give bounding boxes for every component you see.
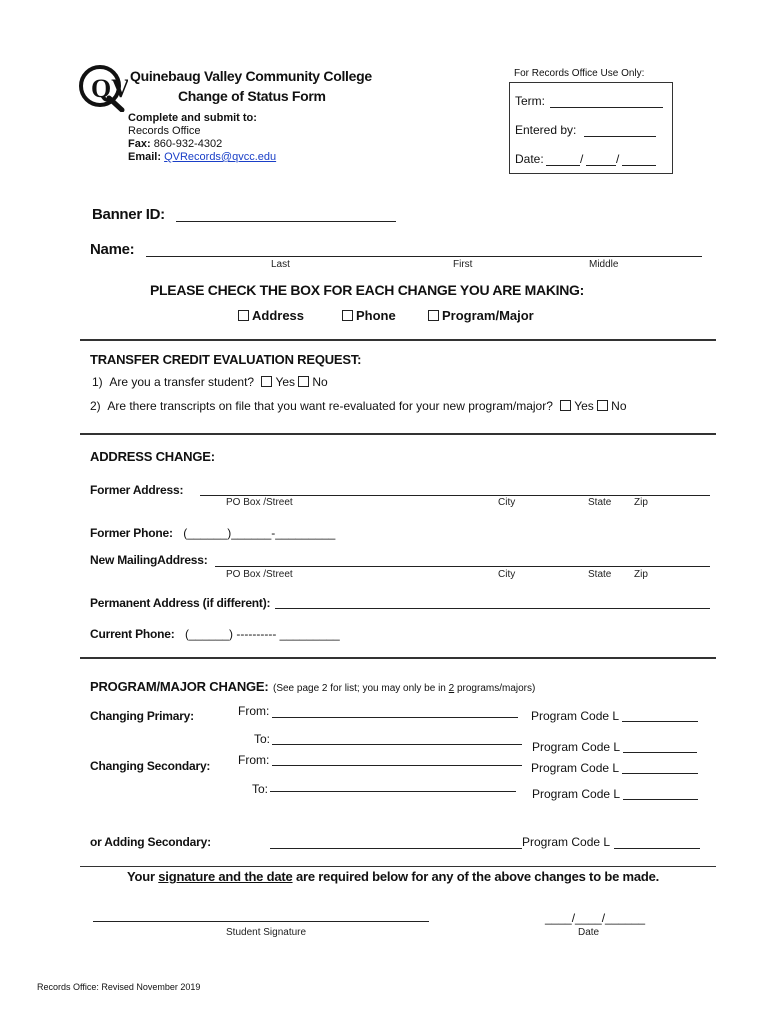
changing-secondary-label: Changing Secondary: [90,759,211,773]
term-label: Term: [515,94,545,108]
college-name: Quinebaug Valley Community College [130,68,372,84]
records-box-caption: For Records Office Use Only: [514,68,645,79]
secondary-from-code-field[interactable] [622,773,698,774]
entered-by-label: Entered by: [515,123,577,137]
divider [80,433,716,435]
program-heading: PROGRAM/MAJOR CHANGE: [90,679,269,694]
q2-number: 2) [90,399,101,413]
primary-to-label: To: [254,732,271,746]
program-note [273,683,535,694]
adding-secondary-code-label: Program Code L [522,835,611,849]
former-phone-row [90,524,335,542]
new-mailing-field[interactable] [215,566,710,567]
q2-no-label: No [611,399,627,413]
adding-secondary-field[interactable] [270,848,522,849]
secondary-to-field[interactable] [270,791,516,792]
option-program-label: Program/Major [442,308,534,323]
option-program[interactable] [428,308,534,323]
q1-yes-checkbox[interactable] [261,376,272,387]
sub-po-box: PO Box /Street [226,497,293,508]
q1-no-checkbox[interactable] [298,376,309,387]
name-field[interactable] [146,256,702,257]
form-title: Change of Status Form [178,88,326,104]
fax-label: Fax: [128,138,151,150]
primary-from-field[interactable] [272,717,518,718]
signature-notice-pre: Your [127,869,159,884]
sub-zip: Zip [634,569,648,580]
divider [80,339,716,341]
sub-city: City [498,497,516,508]
q1-text: Are you a transfer student? [109,375,255,389]
divider [80,866,716,867]
former-phone-label: Former Phone: [90,526,173,540]
submit-heading: Complete and submit to: [128,112,257,124]
secondary-from-code-label: Program Code L [531,761,620,775]
address-heading: ADDRESS CHANGE: [90,449,215,464]
adding-secondary-label: or Adding Secondary: [90,835,211,849]
email-link[interactable]: QVRecords@qvcc.edu [164,151,277,163]
primary-to-code-field[interactable] [623,752,697,753]
signature-notice [127,869,659,884]
former-address-label: Former Address: [90,483,184,497]
name-last-label: Last [271,259,290,270]
transfer-q2 [90,399,627,413]
secondary-to-label: To: [252,782,269,796]
primary-from-code-label: Program Code L [531,709,620,723]
option-phone[interactable] [342,308,396,323]
sub-zip: Zip [634,497,648,508]
records-office-text: Records Office [128,125,201,137]
signature-date-field[interactable]: ____/____/______ [545,911,646,925]
former-phone-field[interactable]: (______)______-_________ [183,526,336,540]
address-checkbox[interactable] [238,310,249,321]
college-logo [76,62,128,112]
program-note-pre: (See page 2 for list; you may only be in [272,683,449,694]
student-signature-label: Student Signature [226,927,307,938]
fax-line [128,138,222,150]
program-heading-row [90,678,535,696]
sub-state: State [588,497,612,508]
sub-city: City [498,569,516,580]
option-address[interactable] [238,308,304,323]
new-mailing-label: New MailingAddress: [90,553,208,567]
q2-no-checkbox[interactable] [597,400,608,411]
current-phone-field[interactable]: (______) ---------- _________ [185,627,340,641]
permanent-address-field[interactable] [275,608,710,609]
q2-yes-label: Yes [574,399,594,413]
q2-text: Are there transcripts on file that you want re-evaluated for your new program/major? [107,399,553,413]
secondary-from-label: From: [238,753,270,767]
current-phone-label: Current Phone: [90,627,175,641]
revision-footer: Records Office: Revised November 2019 [37,982,201,992]
transfer-heading: TRANSFER CREDIT EVALUATION REQUEST: [90,352,362,367]
name-middle-label: Middle [589,259,619,270]
banner-id-field[interactable] [176,221,396,222]
email-label: Email: [128,151,162,163]
q2-yes-checkbox[interactable] [560,400,571,411]
q1-no-label: No [312,375,328,389]
primary-to-field[interactable] [272,744,522,745]
check-box-heading: PLEASE CHECK THE BOX FOR EACH CHANGE YOU ARE MAKING: [150,282,584,298]
banner-id-label: Banner ID: [92,206,165,223]
primary-from-code-field[interactable] [622,721,698,722]
date-sep-1: / [580,152,584,166]
secondary-to-code-label: Program Code L [532,787,621,801]
qv-logo-icon [76,62,128,112]
sub-state: State [588,569,612,580]
signature-date-label: Date [578,927,600,938]
option-phone-label: Phone [356,308,396,323]
name-first-label: First [453,259,473,270]
primary-from-label: From: [238,704,270,718]
phone-checkbox[interactable] [342,310,353,321]
changing-primary-label: Changing Primary: [90,709,194,723]
student-signature-field[interactable] [93,921,429,922]
program-note-num: 2 [448,683,455,694]
option-address-label: Address [252,308,305,323]
name-label: Name: [90,241,135,258]
signature-notice-post: are required below for any of the above changes to be made. [292,869,660,884]
logo-letters: QV [91,74,128,103]
email-line [128,151,276,163]
former-address-field[interactable] [200,495,710,496]
q1-yes-label: Yes [275,375,296,389]
fax-value: 860-932-4302 [153,138,223,150]
secondary-to-code-field[interactable] [623,799,698,800]
adding-secondary-code-field[interactable] [614,848,700,849]
records-office-box [509,82,673,174]
permanent-address-label: Permanent Address (if different): [90,596,271,610]
program-checkbox[interactable] [428,310,439,321]
signature-notice-emphasis: signature and the date [158,869,293,884]
current-phone-row [90,625,340,643]
records-date-label: Date: [515,152,544,166]
date-sep-2: / [616,152,620,166]
secondary-from-field[interactable] [272,765,522,766]
primary-to-code-label: Program Code L [532,740,621,754]
transfer-q1 [92,375,328,389]
q1-number: 1) [92,375,103,389]
divider [80,657,716,659]
program-note-post: programs/majors) [454,683,536,694]
sub-po-box: PO Box /Street [226,569,293,580]
